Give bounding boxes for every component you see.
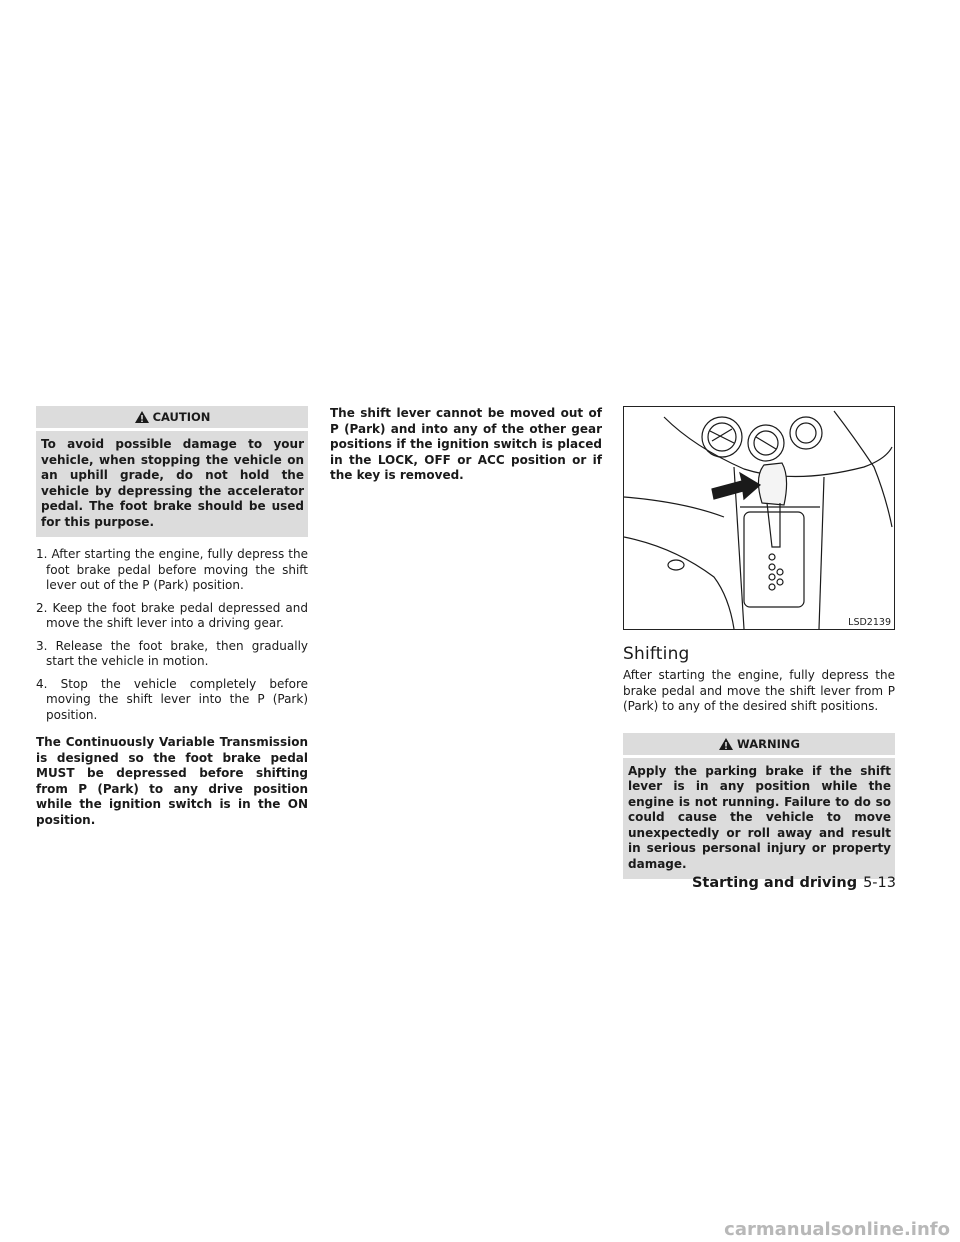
watermark: carmanualsonline.info [724,1219,950,1240]
right-column [623,406,895,879]
caution-text: To avoid possible damage to your vehicle, when stopping the vehicle on an uphill grade, do not hold the vehicle by depressing the accelerator pedal. The foot brake should be used for this purpose. [36,431,308,537]
page-footer [692,875,896,891]
caution-label: CAUTION [152,410,211,424]
section-heading: Shifting [623,644,690,664]
figure-label: LSD2139 [848,617,891,628]
warning-label: WARNING [737,736,800,751]
warning-triangle-icon [718,737,734,751]
list-item: 4. Stop the vehicle completely before moving the shift lever into the P (Park) position. [36,676,308,722]
cvt-note: The Continuously Variable Transmission is designed so the foot brake pedal MUST be depressed before shifting from P (Park) to any drive position while the ignition switch is in the ON position. [36,735,308,827]
middle-column [330,406,602,496]
warning-header [623,733,895,755]
footer-section: Starting and driving [691,875,858,891]
shifting-text: After starting the engine, fully depress the brake pedal and move the shift lever from P (Park) to any of the desired shift positions. [623,668,895,713]
list-item: 3. Release the foot brake, then gradually start the vehicle in motion. [36,638,308,668]
page-number: 5-13 [863,875,896,891]
warning-triangle-icon [134,410,150,424]
warning-text: Apply the parking brake if the shift lever is in any position while the engine is not running. Failure to do so could cause the vehicle to move unexpectedly or roll away and result in serious personal injury or property damage. [623,758,895,880]
warning-box [623,733,895,880]
list-item: 2. Keep the foot brake pedal depressed and move the shift lever into a driving gear. [36,600,308,630]
left-column [36,406,308,840]
steps-list [36,547,308,723]
shift-lever-illustration [623,406,895,630]
caution-header [36,406,308,428]
lever-note: The shift lever cannot be moved out of P (Park) and into any of the other gear positions if the ignition switch is placed in the LOCK, OFF or ACC position or if the key is removed. [330,406,602,482]
shift-console-drawing [624,407,894,629]
list-item: 1. After starting the engine, fully depress the foot brake pedal before moving the shift lever out of the P (Park) position. [36,547,308,592]
